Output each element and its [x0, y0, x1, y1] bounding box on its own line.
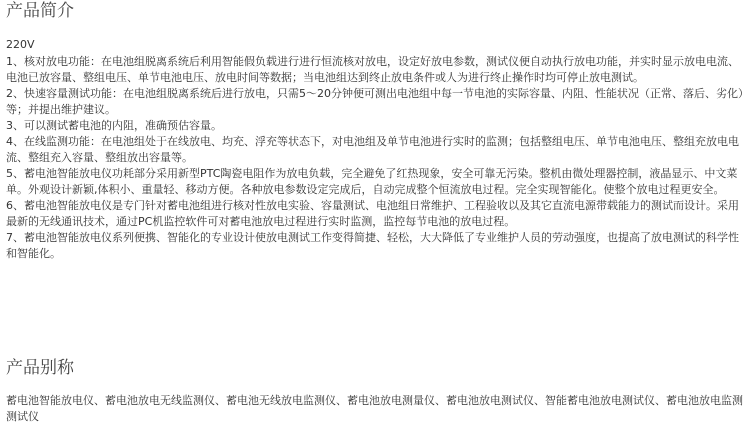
voltage-spec: 220V: [6, 38, 35, 51]
feature-paragraph-3: 3、可以测试蓄电池的内阻，准确预估容量。: [6, 119, 222, 132]
feature-paragraph-2: 2、快速容量测试功能：在电池组脱离系统后进行放电，只需5～20分钟便可测出电池组中每一节电池的实际容量、内阻、性能状况（正常、落后、劣化）等；并提出维护建议。: [6, 87, 744, 116]
product-alias-heading: 产品别称: [6, 358, 74, 378]
feature-paragraph-1: 1、核对放电功能：在电池组脱离系统后利用智能假负载进行进行恒流核对放电，设定好放电参数，测试仪便自动执行放电功能，并实时显示放电电流、电池已放容量、整组电压、单节电池电压、放电时间等数据；当电池组达到终止放电条件或人为进行终止操作时均可停止放电测试。: [6, 55, 739, 84]
feature-paragraph-7: 7、蓄电池智能放电仪系列便携、智能化的专业设计使放电测试工作变得简捷、轻松，大大降低了专业维护人员的劳动强度，也提高了放电测试的科学性和智能化。: [6, 231, 739, 260]
feature-paragraph-4: 4、在线监测功能：在电池组处于在线放电、均充、浮充等状态下，对电池组及单节电池进行实时的监测；包括整组电压、单节电池电压、整组充放电电流、整组充入容量、整组放出容量等。: [6, 135, 739, 164]
product-alias-text: 蓄电池智能放电仪、蓄电池放电无线监测仪、蓄电池无线放电监测仪、蓄电池放电测量仪、蓄电池放电测试仪、智能蓄电池放电测试仪、蓄电池放电监测测试仪: [6, 394, 743, 423]
feature-list: [6, 54, 747, 262]
feature-paragraph-6: 6、蓄电池智能放电仪是专门针对蓄电池组进行核对性放电实验、容量测试、电池组日常维护、工程验收以及其它直流电源带载能力的测试而设计。采用最新的无线通讯技术，通过PC机监控软件可对蓄电池放电过程进行实时监测，监控每节电池的放电过程。: [6, 199, 739, 228]
product-intro-heading: 产品简介: [6, 1, 74, 21]
feature-paragraph-5: 5、蓄电池智能放电仪功耗部分采用新型PTC陶瓷电阻作为放电负载，完全避免了红热现象，安全可靠无污染。整机由微处理器控制，液晶显示、中文菜单。外观设计新颖,体积小、重量轻、移动方便。各种放电参数设定完成后，自动完成整个恒流放电过程。完全实现智能化。使整个放电过程更安全。: [6, 167, 738, 196]
